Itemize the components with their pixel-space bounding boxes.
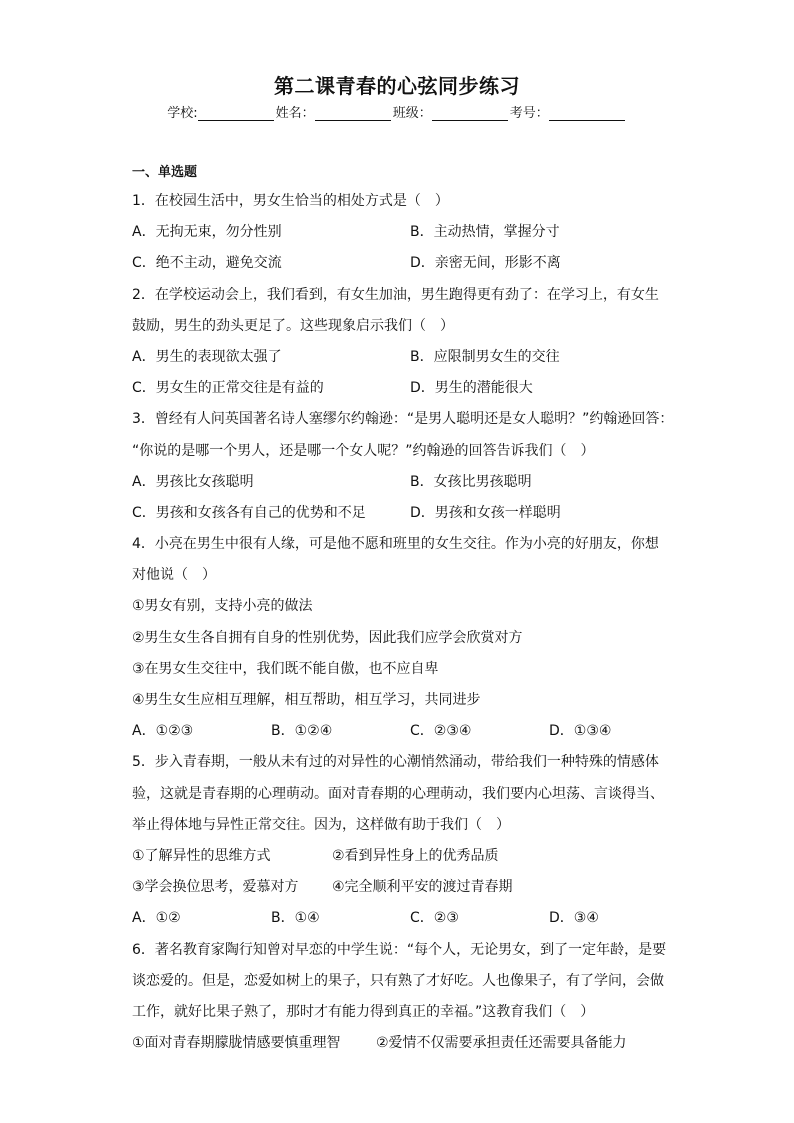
question-stem: 验，这就是青春期的心理萌动。面对青春期的心理萌动，我们要内心坦荡、言谈得当、: [132, 785, 664, 802]
option-c: C．②③④: [410, 723, 472, 740]
statement-row: [132, 1028, 672, 1059]
question-stem: 1．在校园生活中，男女生恰当的相处方式是（ ）: [132, 193, 449, 209]
option-a: A．男孩比女孩聪明: [132, 473, 254, 490]
option-a: A．①②③: [132, 723, 194, 740]
class-blank: [432, 106, 508, 121]
question-2: [132, 280, 672, 405]
statement-1: ①男女有别，支持小亮的做法: [132, 598, 313, 615]
question-list: [132, 160, 672, 1059]
option-c: C．②③: [410, 910, 459, 927]
question-4: [132, 529, 672, 747]
statement-2: ②男生女生各自拥有自身的性别优势，因此我们应学会欣赏对方: [132, 629, 523, 646]
option-b: B．①④: [271, 910, 320, 927]
question-stem: 谈恋爱的。但是，恋爱如树上的果子，只有熟了才好吃。人也像果子，有了学问，会做: [132, 972, 664, 989]
question-stem: 工作，就好比果子熟了，那时才有能力得到真正的幸福。”这教育我们（ ）: [132, 1003, 595, 1020]
option-c: C．男孩和女孩各有自己的优势和不足: [132, 504, 366, 521]
option-c: C．绝不主动，避免交流: [132, 255, 282, 272]
section-heading: 一、单选题: [132, 165, 198, 180]
option-b: B．①②④: [271, 723, 333, 740]
option-row: [132, 373, 672, 404]
option-b: B．应限制男女生的交往: [410, 348, 560, 365]
question-5: [132, 747, 672, 934]
statement-4: ④完全顺利平安的渡过青春期: [332, 879, 513, 896]
statement-3: ③学会换位思考，爱慕对方: [132, 879, 299, 896]
question-stem: 对他说（ ）: [132, 567, 216, 584]
name-blank: [315, 106, 391, 121]
option-row: [132, 248, 672, 279]
question-stem: 鼓励，男生的劲头更足了。这些现象启示我们（ ）: [132, 317, 454, 334]
statement-2: ②爱情不仅需要承担责任还需要具备能力: [376, 1035, 627, 1052]
option-b: B．女孩比男孩聪明: [410, 473, 532, 490]
school-label: 学校:: [167, 106, 198, 121]
option-row: [132, 716, 672, 747]
statement-2: ②看到异性身上的优秀品质: [332, 847, 499, 864]
option-row: [132, 498, 672, 529]
school-blank: [198, 106, 274, 121]
question-stem: 2．在学校运动会上，我们看到，有女生加油，男生跑得更有劲了：在学习上，有女生: [132, 286, 659, 303]
name-label: 姓名：: [275, 106, 315, 121]
exam-number-blank: [549, 106, 625, 121]
class-label: 班级：: [392, 106, 432, 121]
page-title: 第二课青春的心弦同步练习: [274, 74, 520, 98]
option-a: A．无拘无束，勿分性别: [132, 224, 282, 241]
option-d: D．③④: [549, 910, 599, 927]
option-d: D．男孩和女孩一样聪明: [410, 504, 561, 521]
statement-1: ①了解异性的思维方式: [132, 847, 271, 864]
option-row: [132, 217, 672, 248]
statement-row: [132, 841, 672, 872]
option-d: D．①③④: [549, 723, 612, 740]
statement-1: ①面对青春期朦胧情感要慎重理智: [132, 1035, 341, 1052]
option-row: [132, 342, 672, 373]
option-b: B．主动热情，掌握分寸: [410, 224, 560, 241]
option-d: D．亲密无间，形影不离: [410, 255, 561, 272]
option-a: A．①②: [132, 910, 181, 927]
option-row: [132, 903, 672, 934]
question-stem: 6．著名教育家陶行知曾对早恋的中学生说：“每个人，无论男女，到了一定年龄，是要: [132, 941, 667, 958]
exam-number-label: 考号：: [509, 106, 549, 121]
statement-4: ④男生女生应相互理解，相互帮助，相互学习，共同进步: [132, 692, 481, 708]
statement-3: ③在男女生交往中，我们既不能自傲，也不应自卑: [132, 660, 439, 677]
question-stem: 3．曾经有人问英国著名诗人塞缪尔约翰逊：“是男人聪明还是女人聪明？”约翰逊回答：: [132, 411, 674, 428]
question-stem: 4．小亮在男生中很有人缘，可是他不愿和班里的女生交往。作为小亮的好朋友，你想: [132, 536, 659, 553]
student-info-row: [0, 102, 794, 121]
question-stem: 举止得体地与异性正常交往。因为，这样做有助于我们（ ）: [132, 816, 510, 833]
question-6: [132, 935, 672, 1060]
statement-row: [132, 872, 672, 903]
option-row: [132, 467, 672, 498]
option-c: C．男女生的正常交往是有益的: [132, 380, 324, 397]
question-stem: 5．步入青春期，一般从未有过的对异性的心潮悄然涌动，带给我们一种特殊的情感体: [132, 754, 659, 771]
question-stem: “你说的是哪一个男人，还是哪一个女人呢？”约翰逊的回答告诉我们（ ）: [132, 442, 595, 459]
option-a: A．男生的表现欲太强了: [132, 348, 282, 365]
question-1: [132, 186, 672, 280]
option-d: D．男生的潜能很大: [410, 380, 533, 397]
question-3: [132, 404, 672, 529]
